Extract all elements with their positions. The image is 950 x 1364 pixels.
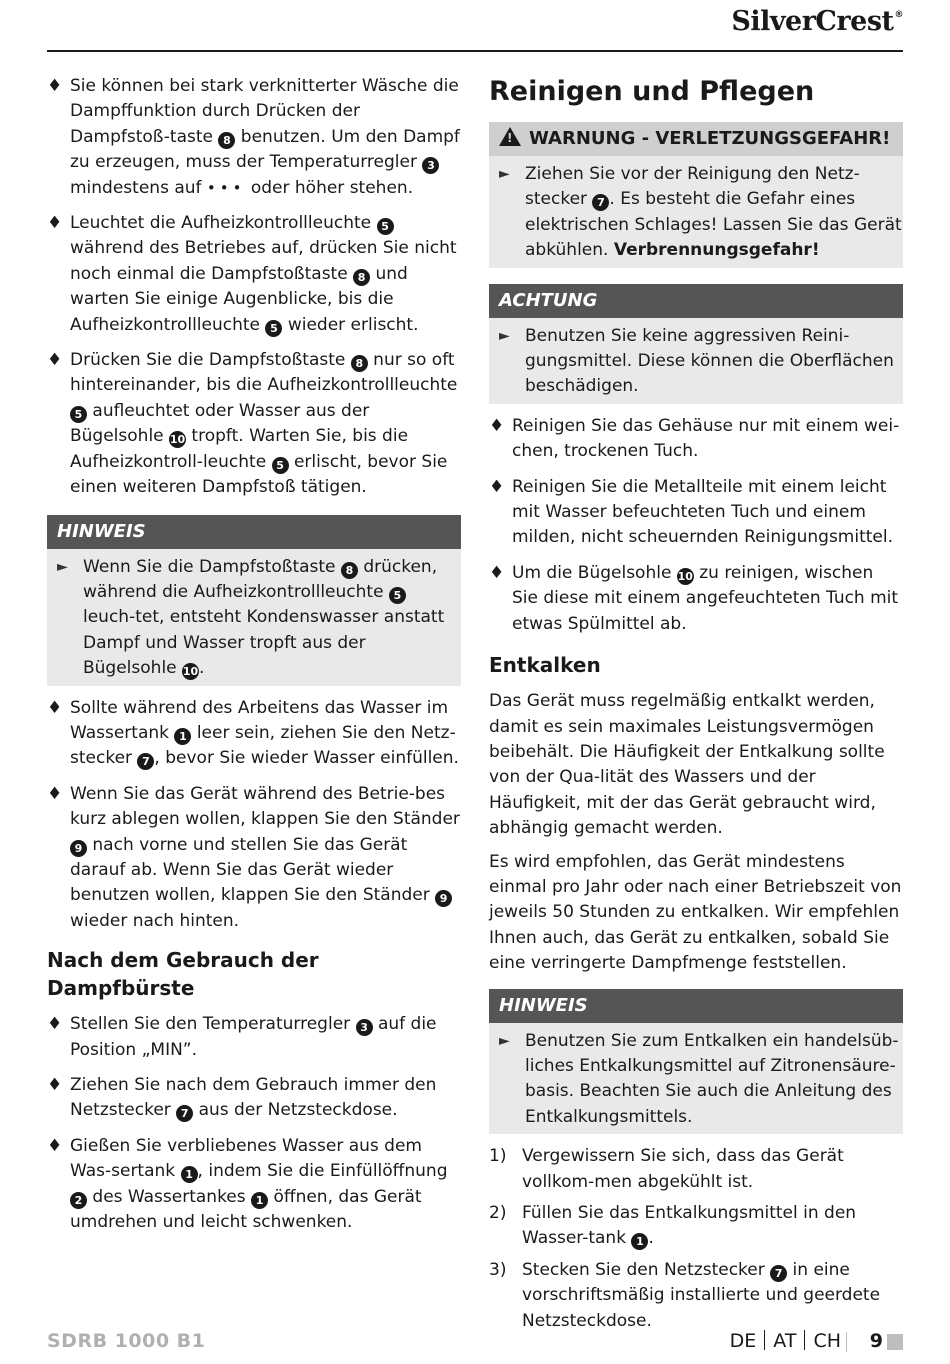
text-run: Um die Bügelsohle [512, 562, 677, 583]
bullet-icon: ♦ [489, 562, 505, 583]
text-run: nur so oft hintereinander, bis die Aufheizkontrollleuchte [70, 350, 458, 396]
country-de: DE [729, 1330, 757, 1352]
bullet-icon: ♦ [47, 1135, 63, 1156]
arrow-icon: ► [57, 558, 68, 575]
note-body [489, 1023, 903, 1135]
part-number-icon: 5 [272, 457, 289, 474]
warning-title: !WARNUNG - VERLETZUNGSGEFAHR! [489, 122, 903, 156]
section-title-descaling: Entkalken [489, 653, 601, 678]
arrow-icon: ► [499, 166, 510, 182]
part-number-icon: 2 [70, 1192, 87, 1209]
text-run: Wenn Sie die Dampfstoßtaste [83, 556, 341, 577]
list-item [47, 211, 461, 338]
list-item [47, 1134, 461, 1236]
caution-body [489, 318, 903, 404]
text-run: des Wassertankes [87, 1186, 252, 1207]
text-run: leer sein, ziehen Sie den Netz-stecker [70, 722, 456, 769]
text-run: Benutzen Sie keine aggressiven Reini-gungsmittel. Diese können die Oberflächen beschädigen. [525, 325, 894, 397]
note-item [489, 162, 903, 264]
bullet-list-steam [47, 74, 461, 501]
text-run: oder höher stehen. [245, 177, 414, 198]
text-run: aus der Netzsteckdose. [193, 1100, 398, 1121]
warning-body [489, 156, 903, 268]
bullet-list-operation [47, 696, 461, 935]
list-item [47, 1073, 461, 1124]
text-run: öffnen, das Gerät umdrehen und leicht schwenken. [70, 1186, 422, 1233]
arrow-icon: ► [499, 1032, 510, 1049]
country-at: AT [773, 1330, 797, 1352]
text-run: zu reinigen, wischen Sie diese mit einem angefeuchteten Tuch mit etwas Spülmittel ab. [512, 562, 899, 634]
text-run: Stecken Sie den Netzstecker [522, 1259, 771, 1280]
list-item [489, 414, 903, 465]
text-run: . [199, 658, 205, 679]
text-run: , bevor Sie wieder Wasser einfüllen. [154, 748, 459, 769]
text-run: drücken, während die Aufheizkontrollleuchte [83, 556, 438, 602]
bullet-icon: ♦ [47, 1075, 63, 1095]
bullet-icon: ♦ [489, 415, 505, 436]
section-title-after-use: Nach dem Gebrauch der Dampfbürste [47, 948, 319, 1001]
page-footer [47, 1330, 903, 1356]
descaling-paragraphs [489, 689, 903, 976]
part-number-icon: 10 [169, 433, 186, 447]
bullet-list-after-use [47, 1012, 461, 1235]
text-run: Drücken Sie die Dampfstoßtaste [70, 350, 351, 371]
text-run: auf die Position „MIN”. [70, 1014, 437, 1060]
part-number-icon: 1 [181, 1166, 198, 1183]
page-marker [887, 1334, 903, 1350]
note-box-hinweis [47, 515, 461, 686]
part-number-icon: 9 [70, 840, 87, 857]
list-item [489, 561, 903, 637]
part-number-icon: 7 [176, 1105, 193, 1122]
text-run: Leuchtet die Aufheizkontrollleuchte [70, 213, 377, 234]
text-run: Ziehen Sie vor der Reinigung den Netz-stecker [525, 164, 860, 210]
note-item [489, 1029, 903, 1131]
part-number-icon: 1 [174, 728, 191, 745]
caution-title: ACHTUNG [489, 284, 903, 318]
part-number-icon: 10 [677, 569, 693, 583]
section-title-cleaning: Reinigen und Pflegen [489, 76, 815, 107]
numbered-step [489, 1201, 903, 1252]
text-run: benutzen. Um den Dampf zu erzeugen, muss der Temperaturregler [70, 126, 460, 173]
text-run: wieder erlischt. [282, 314, 419, 335]
text-run: in eine vorschriftsmäßig installierte und geerdete Netzsteckdose. [522, 1259, 881, 1331]
part-number-icon: 3 [356, 1019, 373, 1036]
text-run: Füllen Sie das Entkalkungsmittel in den Wasser-tank [522, 1203, 857, 1249]
bullet-icon: ♦ [47, 783, 63, 804]
list-item [489, 475, 903, 551]
text-run: mindestens auf [70, 177, 207, 198]
part-number-icon: 10 [182, 665, 199, 679]
text-run: Sie können bei stark verknitterter Wäsche die Dampffunktion durch Drücken der Dampfstoß-taste [70, 76, 459, 147]
part-number-icon: 8 [218, 132, 235, 149]
part-number-icon: 1 [631, 1233, 648, 1250]
text-run: . Es besteht die Gefahr eines elektrischen Schlages! Lassen Sie das Gerät abkühlen. [525, 189, 902, 261]
part-number-icon: 8 [351, 355, 368, 372]
part-number-icon: 7 [770, 1265, 787, 1282]
bullet-icon: ♦ [47, 350, 63, 371]
list-item [47, 74, 461, 201]
text-run: . [648, 1228, 654, 1249]
part-number-icon: 5 [377, 218, 394, 235]
country-ch: CH [813, 1330, 841, 1352]
text-run: wieder nach hinten. [70, 910, 240, 931]
note-item [47, 555, 461, 682]
part-number-icon: 8 [353, 269, 370, 286]
note-item [489, 324, 903, 400]
text-run: Wenn Sie das Gerät während des Betrie-bes kurz ablegen wollen, klappen Sie den Ständer [70, 783, 460, 830]
text-run: Gießen Sie verbliebenes Wasser aus dem Was-sertank [70, 1135, 422, 1182]
paragraph: Es wird empfohlen, das Gerät mindestens einmal pro Jahr oder nach einer Betriebszeit von jeweils 50 Stunden zu entkalken. Wir empfehlen Ihnen auch, das Gerät zu entkalken, sobald Sie eine verringerte Dampfmenge feststellen. [489, 851, 902, 974]
text-run: und warten Sie einige Augenblicke, bis die Aufheizkontrollleuchte [70, 263, 408, 335]
text-run: Benutzen Sie zum Entkalken ein handelsüb-liches Entkalkungsmittel auf Zitronensäure-basis. Beachten Sie auch die Anleitung des Entkalkungsmittels. [525, 1030, 899, 1127]
note-body [47, 549, 461, 686]
bullet-icon: ♦ [47, 213, 63, 234]
warning-box [489, 122, 903, 268]
brand-logo: SilverCrest® [731, 6, 903, 37]
arrow-icon: ► [499, 327, 510, 344]
warning-emphasis: Verbrennungsgefahr! [613, 240, 820, 261]
text-run: Sollte während des Arbeitens das Wasser im Wassertank [70, 697, 449, 743]
caution-box [489, 284, 903, 404]
text-run: tropft. Warten Sie, bis die Aufheizkontroll-leuchte [70, 426, 409, 472]
part-number-icon: 5 [265, 320, 282, 337]
right-column [489, 74, 903, 1340]
numbered-step [489, 1144, 903, 1195]
page-number: 9 [869, 1330, 883, 1352]
text-run: Reinigen Sie die Metallteile mit einem leicht mit Wasser befeuchteten Tuch und einem milden, nicht scheuernden Reinigungsmittel. [512, 476, 894, 548]
part-number-icon: 9 [435, 890, 452, 907]
numbered-step [489, 1258, 903, 1334]
temperature-dots: ••• [206, 178, 246, 197]
part-number-icon: 3 [422, 157, 439, 174]
text-run: Stellen Sie den Temperaturregler [70, 1014, 356, 1035]
bullet-icon: ♦ [489, 476, 505, 497]
part-number-icon: 8 [341, 562, 358, 579]
bullet-icon: ♦ [47, 697, 63, 718]
note-box-hinweis-descaling [489, 989, 903, 1135]
step-number: 3) [489, 1259, 507, 1280]
paragraph: Das Gerät muss regelmäßig entkalkt werden, damit es sein maximales Leistungsvermögen beibehält. Die Häufigkeit der Entkalkung sollte von der Qua-lität des Wassers und der Häufigkeit, mit der das Gerät gebraucht wird, abhängig gemacht werden. [489, 691, 885, 839]
bullet-list-cleaning [489, 414, 903, 637]
text-run: nach vorne und stellen Sie das Gerät darauf ab. Wenn Sie das Gerät wieder benutzen wollen, klappen Sie den Ständer [70, 834, 436, 906]
list-item [47, 782, 461, 934]
text-run: aufleuchtet oder Wasser aus der Bügelsohle [70, 400, 370, 447]
note-title: HINWEIS [489, 989, 903, 1023]
bullet-icon: ♦ [47, 1014, 63, 1035]
model-number: SDRB 1000 B1 [47, 1330, 206, 1352]
step-number: 1) [489, 1146, 507, 1167]
bullet-icon: ♦ [47, 76, 63, 96]
part-number-icon: 5 [70, 406, 87, 423]
text-run: Vergewissern Sie sich, dass das Gerät vollkom-men abgekühlt ist. [522, 1146, 844, 1192]
part-number-icon: 7 [137, 753, 154, 770]
descaling-steps [489, 1144, 903, 1334]
step-number: 2) [489, 1203, 507, 1223]
part-number-icon: 5 [389, 587, 406, 604]
text-run: Reinigen Sie das Gehäuse nur mit einem wei-chen, trockenen Tuch. [512, 415, 900, 462]
page-header [47, 0, 903, 52]
country-codes [730, 1330, 841, 1352]
text-run: leuch-tet, entsteht Kondenswasser anstatt Dampf und Wasser tropft aus der Bügelsohle [83, 607, 445, 679]
text-run: erlischt, bevor Sie einen weiteren Dampfstoß tätigen. [70, 451, 448, 498]
text-run: Ziehen Sie nach dem Gebrauch immer den Netzstecker [70, 1075, 437, 1121]
left-column [47, 74, 461, 1245]
list-item [47, 696, 461, 772]
note-title: HINWEIS [47, 515, 461, 549]
part-number-icon: 1 [251, 1192, 268, 1209]
part-number-icon: 7 [592, 194, 609, 211]
list-item [47, 348, 461, 500]
text-run: , indem Sie die Einfüllöffnung [197, 1161, 448, 1182]
warning-triangle-icon [499, 127, 521, 146]
list-item [47, 1012, 461, 1063]
text-run: während des Betriebes auf, drücken Sie nicht noch einmal die Dampfstoßtaste [70, 238, 457, 284]
